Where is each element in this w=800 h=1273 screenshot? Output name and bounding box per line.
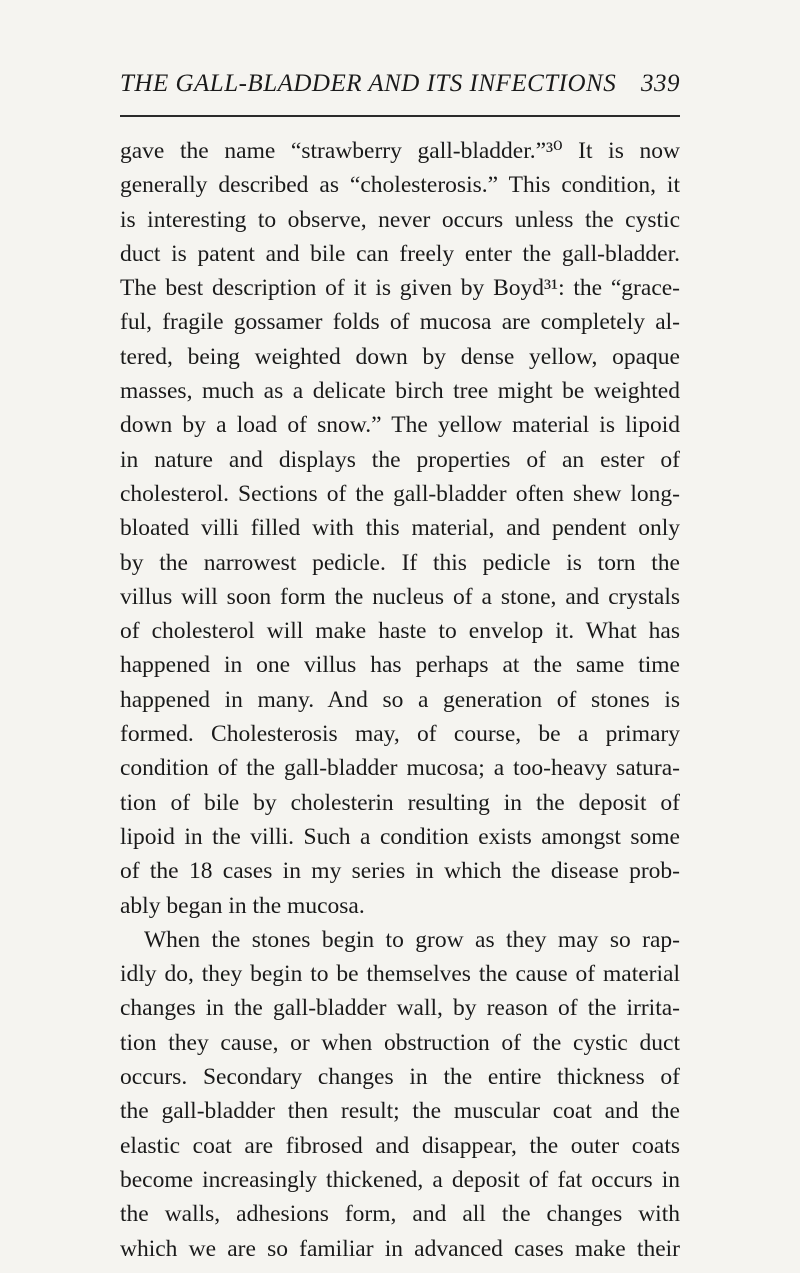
text-line: become increasingly thickened, a deposit of fat occurs in bbox=[120, 1166, 680, 1193]
text-line: condition of the gall-bladder mucosa; a too-heavy satura- bbox=[120, 755, 680, 782]
text-line: happened in one villus has perhaps at the same time bbox=[120, 652, 680, 679]
text-line: of cholesterol will make haste to envelop it. What has bbox=[120, 618, 680, 645]
text-line: by the narrowest pedicle. If this pedicle is torn the bbox=[120, 549, 680, 576]
text-line: idly do, they begin to be themselves the cause of material bbox=[120, 961, 680, 988]
text-line: tion they cause, or when obstruction of the cystic duct bbox=[120, 1029, 680, 1056]
text-line: ful, fragile gossamer folds of mucosa are completely al- bbox=[120, 309, 680, 336]
text-line: down by a load of snow.” The yellow material is lipoid bbox=[120, 412, 680, 439]
text-line: formed. Cholesterosis may, of course, be a primary bbox=[120, 721, 680, 748]
text-line: masses, much as a delicate birch tree might be weighted bbox=[120, 378, 680, 405]
text-line: tered, being weighted down by dense yellow, opaque bbox=[120, 343, 680, 370]
text-line: the walls, adhesions form, and all the changes with bbox=[120, 1201, 680, 1228]
text-line: The best description of it is given by Boyd³¹: the “grace- bbox=[120, 275, 680, 302]
text-line: gave the name “strawberry gall-bladder.”³⁰ It is now bbox=[120, 138, 680, 164]
text-line: ably began in the mucosa. bbox=[120, 892, 365, 919]
paragraph bbox=[120, 134, 680, 923]
text-line: duct is patent and bile can freely enter the gall-bladder. bbox=[120, 240, 680, 267]
text-line: in nature and displays the properties of an ester of bbox=[120, 446, 680, 473]
text-line: When the stones begin to grow as they may so rap- bbox=[144, 926, 680, 953]
text-line: changes in the gall-bladder wall, by reason of the irrita- bbox=[120, 995, 680, 1022]
text-line: tion of bile by cholesterin resulting in the deposit of bbox=[120, 789, 680, 816]
text-line: cholesterol. Sections of the gall-bladder often shew long- bbox=[120, 480, 680, 507]
page-number: 339 bbox=[641, 70, 680, 97]
text-line: elastic coat are fibrosed and disappear, the outer coats bbox=[120, 1132, 680, 1159]
text-line: is interesting to observe, never occurs unless the cystic bbox=[120, 206, 680, 233]
running-head bbox=[120, 70, 680, 110]
header-rule bbox=[120, 115, 680, 117]
text-line: lipoid in the villi. Such a condition exists amongst some bbox=[120, 823, 680, 850]
text-line: which we are so familiar in advanced cases make their bbox=[120, 1235, 680, 1262]
running-title: THE GALL-BLADDER AND ITS INFECTIONS bbox=[120, 70, 617, 97]
text-line: occurs. Secondary changes in the entire thickness of bbox=[120, 1064, 680, 1091]
body-text bbox=[120, 134, 680, 1266]
text-line: villus will soon form the nucleus of a stone, and crystals bbox=[120, 583, 680, 610]
text-line: the gall-bladder then result; the muscular coat and the bbox=[120, 1098, 680, 1125]
text-line: happened in many. And so a generation of stones is bbox=[120, 686, 680, 713]
text-line: generally described as “cholesterosis.” This condition, it bbox=[120, 172, 680, 199]
text-line: of the 18 cases in my series in which the disease prob- bbox=[120, 858, 680, 885]
text-line: bloated villi filled with this material, and pendent only bbox=[120, 515, 680, 542]
paragraph bbox=[120, 923, 680, 1266]
